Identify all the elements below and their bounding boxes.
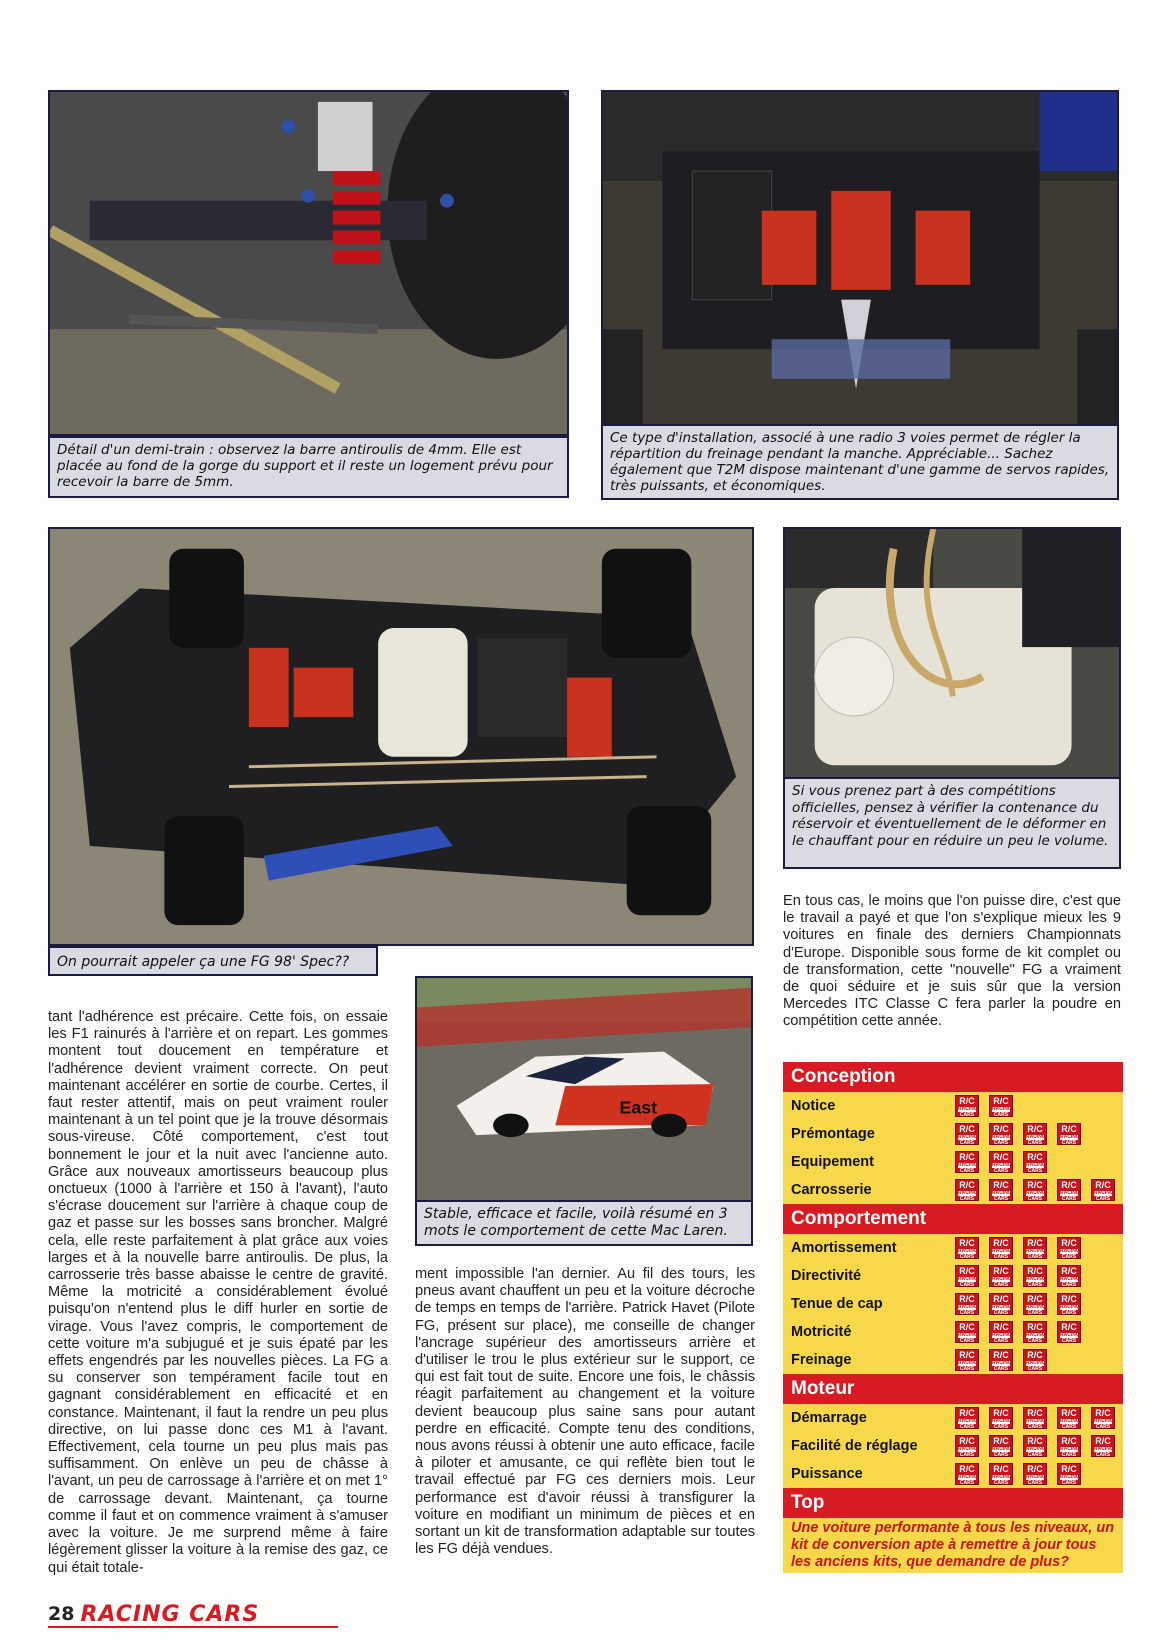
rating-logo-text: R/C (993, 1266, 1009, 1276)
rating-logo-icon (1023, 1123, 1047, 1145)
rating-section-title: Moteur (783, 1374, 1123, 1404)
rating-logo-text: R/C (1027, 1408, 1043, 1418)
rating-logo-icon (1023, 1407, 1047, 1429)
rating-logo-text: R/C (1027, 1464, 1043, 1474)
rating-logo-text: RACING (958, 1106, 978, 1112)
rating-logo-text: CARS (993, 1196, 1009, 1202)
rating-logo-text: RACING (992, 1248, 1012, 1254)
rating-logo-text: CARS (1095, 1452, 1111, 1458)
rating-row (783, 1092, 1123, 1120)
middle-column (415, 1266, 755, 1558)
rating-score (955, 1095, 1023, 1117)
rating-logo-icon (989, 1435, 1013, 1457)
rating-logo-text: CARS (993, 1168, 1009, 1174)
rating-logo-text: R/C (993, 1294, 1009, 1304)
rating-section-title: Comportement (783, 1204, 1123, 1234)
rating-logo-icon (1091, 1435, 1115, 1457)
rating-logo-text: R/C (959, 1152, 975, 1162)
rating-score (955, 1265, 1091, 1287)
rating-logo-text: R/C (1061, 1464, 1077, 1474)
rating-logo-icon (989, 1179, 1013, 1201)
rating-score (955, 1293, 1091, 1315)
rating-label: Carrosserie (791, 1182, 872, 1198)
rating-logo-text: CARS (993, 1338, 1009, 1344)
rating-logo-text: R/C (993, 1464, 1009, 1474)
rating-logo-text: R/C (993, 1124, 1009, 1134)
left-column (48, 1009, 388, 1577)
photo-mclaren-track (415, 976, 753, 1203)
rating-logo-text: R/C (959, 1124, 975, 1134)
rating-logo-text: R/C (993, 1180, 1009, 1190)
rating-logo-icon (989, 1237, 1013, 1259)
rating-label: Prémontage (791, 1126, 875, 1142)
ratings-table (783, 1062, 1123, 1573)
rating-row (783, 1318, 1123, 1346)
rating-logo-text: CARS (1027, 1168, 1043, 1174)
rating-logo-text: R/C (959, 1322, 975, 1332)
rating-logo-text: R/C (1061, 1436, 1077, 1446)
rating-logo-text: R/C (959, 1436, 975, 1446)
rating-logo-text: RACING (958, 1190, 978, 1196)
rating-logo-text: RACING (958, 1418, 978, 1424)
rating-logo-text: RACING (1060, 1332, 1080, 1338)
rating-logo-icon (1057, 1293, 1081, 1315)
magazine-name: RACING CARS (80, 1601, 260, 1627)
rating-logo-text: RACING (958, 1360, 978, 1366)
rating-logo-text: R/C (959, 1096, 975, 1106)
rating-logo-icon (989, 1349, 1013, 1371)
rating-row (783, 1262, 1123, 1290)
rating-row (783, 1460, 1123, 1488)
rating-logo-text: R/C (993, 1238, 1009, 1248)
rating-logo-text: CARS (959, 1310, 975, 1316)
rating-logo-icon (1057, 1123, 1081, 1145)
rating-logo-icon (955, 1095, 979, 1117)
rating-logo-text: RACING (958, 1162, 978, 1168)
rating-logo-icon (955, 1123, 979, 1145)
rating-logo-text: RACING (992, 1360, 1012, 1366)
rating-logo-icon (955, 1151, 979, 1173)
rating-row (783, 1346, 1123, 1374)
rating-logo-text: R/C (1061, 1180, 1077, 1190)
rating-logo-text: RACING (992, 1134, 1012, 1140)
rating-logo-text: RACING (992, 1418, 1012, 1424)
rating-logo-text: RACING (992, 1276, 1012, 1282)
rating-logo-text: RACING (992, 1474, 1012, 1480)
rating-logo-text: R/C (993, 1096, 1009, 1106)
right-column-intro (783, 893, 1121, 1031)
rating-logo-text: CARS (993, 1480, 1009, 1486)
rating-logo-text: CARS (1061, 1254, 1077, 1260)
rating-logo-text: R/C (993, 1408, 1009, 1418)
rating-logo-text: RACING (958, 1446, 978, 1452)
rating-logo-text: RACING (1060, 1418, 1080, 1424)
rating-logo-text: R/C (1061, 1124, 1077, 1134)
rating-logo-text: CARS (1095, 1196, 1111, 1202)
page-number: 28 (48, 1603, 75, 1625)
caption-photo4: Si vous prenez part à des compétitions officielles, pensez à vérifier la contenance du réservoir et éventuellement de le déformer en le chauffant pour en réduire un peu le volume. (783, 777, 1121, 869)
rating-label: Motricité (791, 1324, 852, 1340)
rating-logo-text: RACING (1094, 1446, 1114, 1452)
rating-logo-icon (955, 1293, 979, 1315)
rating-logo-text: CARS (1061, 1338, 1077, 1344)
rating-logo-text: R/C (1061, 1266, 1077, 1276)
rating-logo-text: RACING (992, 1190, 1012, 1196)
rating-logo-text: R/C (1095, 1408, 1111, 1418)
rating-logo-icon (1057, 1435, 1081, 1457)
rating-logo-text: RACING (1026, 1446, 1046, 1452)
rating-label: Puissance (791, 1466, 863, 1482)
rating-logo-text: RACING (958, 1248, 978, 1254)
rating-logo-icon (1023, 1151, 1047, 1173)
rating-logo-icon (1023, 1435, 1047, 1457)
rating-logo-text: R/C (1061, 1408, 1077, 1418)
rating-logo-text: RACING (992, 1332, 1012, 1338)
rating-logo-icon (955, 1435, 979, 1457)
car-livery-text: East (619, 1097, 658, 1118)
rating-logo-text: R/C (1027, 1294, 1043, 1304)
rating-logo-text: CARS (1061, 1424, 1077, 1430)
rating-logo-text: CARS (993, 1424, 1009, 1430)
middle-column-paragraph: ment impossible l'an dernier. Au fil des tours, les pneus avant chauffent un peu et la voiture décroche de temps en temps de l'arrière. Patrick Havet (Pilote FG, présent sur place), me conseille de changer l'ancrage supérieur des amortisseurs arrière et d'utiliser le trou le plus extérieur sur le support, ce qui est fait tout de suite. Encore une fois, le châssis réagit parfaitement au changement et la voiture devient beaucoup plus saine sans pour autant perdre en efficacité. Compte tenu des conditions, nous avons réussi à obtenir une auto efficace, facile à piloter et amusante, ce qui reflète bien tout le travail effectué par FG ces derniers mois. Leur performance est d'avoir réussi à transfigurer la voiture en modifiant un minimum de pièces et en sortant un kit de transformation adaptable sur toutes les FG déjà vendues. (415, 1266, 755, 1558)
rating-logo-text: R/C (1061, 1322, 1077, 1332)
rating-logo-text: CARS (1027, 1424, 1043, 1430)
rating-section-title: Conception (783, 1062, 1123, 1092)
rating-score (955, 1237, 1091, 1259)
rating-top-text: Une voiture performante à tous les niveaux, un kit de conversion apte à remettre à jour tous les anciens kits, que demandre de plus? (791, 1520, 1115, 1570)
rating-logo-icon (989, 1407, 1013, 1429)
rating-logo-text: CARS (1027, 1310, 1043, 1316)
rating-logo-icon (1057, 1237, 1081, 1259)
rating-score (955, 1321, 1091, 1343)
rating-score (955, 1463, 1091, 1485)
rating-logo-text: CARS (959, 1424, 975, 1430)
rating-logo-text: R/C (1027, 1266, 1043, 1276)
rating-score (955, 1407, 1125, 1429)
rating-logo-icon (1057, 1463, 1081, 1485)
rating-logo-text: RACING (1060, 1474, 1080, 1480)
rating-logo-text: R/C (1027, 1322, 1043, 1332)
rating-logo-icon (1057, 1407, 1081, 1429)
rating-logo-text: RACING (1060, 1134, 1080, 1140)
rating-logo-icon (1023, 1179, 1047, 1201)
rating-logo-text: R/C (959, 1408, 975, 1418)
rating-logo-text: RACING (992, 1446, 1012, 1452)
rating-logo-text: CARS (993, 1310, 1009, 1316)
rating-row (783, 1404, 1123, 1432)
rating-logo-icon (1023, 1321, 1047, 1343)
photo-damper-detail (48, 90, 569, 436)
rating-logo-icon (989, 1095, 1013, 1117)
rating-logo-text: RACING (958, 1134, 978, 1140)
rating-label: Notice (791, 1098, 836, 1114)
rating-logo-icon (1057, 1179, 1081, 1201)
rating-logo-text: CARS (1027, 1254, 1043, 1260)
rating-label: Freinage (791, 1352, 852, 1368)
rating-logo-text: CARS (959, 1254, 975, 1260)
rating-logo-text: CARS (1061, 1310, 1077, 1316)
rating-logo-text: R/C (1027, 1152, 1043, 1162)
rating-logo-text: CARS (959, 1338, 975, 1344)
rating-logo-text: CARS (1027, 1338, 1043, 1344)
rating-label: Amortissement (791, 1240, 897, 1256)
rating-logo-text: CARS (1027, 1366, 1043, 1372)
rating-logo-text: CARS (959, 1452, 975, 1458)
rating-logo-text: RACING (1026, 1418, 1046, 1424)
rating-score (955, 1179, 1125, 1201)
rating-row (783, 1432, 1123, 1460)
rating-logo-text: R/C (1061, 1294, 1077, 1304)
rating-logo-text: RACING (1026, 1276, 1046, 1282)
caption-photo3: On pourrait appeler ça une FG 98' Spec?? (48, 946, 378, 976)
left-column-paragraph: tant l'adhérence est précaire. Cette fois, on essaie les F1 rainurés à l'arrière et on repart. Les gommes montent tout doucement en température et l'adhérence devient vraiment correcte. On peut maintenant accélérer en sortie de courbe. Certes, il faut rester attentif, mais on peut vraiment rouler maintenant à un tel point que je la trouve désormais sous-vireuse. Côté comportement, c'est tout bonnement le jour et la nuit avec l'ancienne auto. Grâce aux nouveaux amortisseurs beaucoup plus onctueux (1000 à l'arrière et 150 à l'avant), l'auto s'écrase doucement sur l'arrière à chaque coup de gaz et passe sur les bosses sans broncher. Malgré cela, elle reste parfaitement à plat grâce aux voies larges et à la nouvelle barre antiroulis. De plus, la carrosserie très basse abaisse le centre de gravité. Même la motricité a considérablement évolué puisqu'on n'entend plus le diff hurler en sortie de virage. Vous l'avez compris, le comportement de cette voiture m'a subjugué et je suis épaté par les effets engendrés par les nouvelles pièces. La FG a su conserver son tempérament facile tout en gagnant considérablement en efficacité et en constance. Maintenant, il faut la rendre un peu plus directive, on lui passe donc ces M1 à l'avant. Effectivement, cela tourne un peu plus mais pas suffisamment. On enlève un peu de châsse à l'avant, un peu de carrossage à l'arrière et on met 1° de carrossage devant. Maintenant, ça tourne comme il faut et on commence vraiment à s'amuser avec la voiture. Je me surprend même à faire légèrement glisser la voiture à la remise des gaz, ce qui était totale- (48, 1009, 388, 1576)
rating-logo-text: CARS (959, 1112, 975, 1118)
rating-logo-text: CARS (993, 1452, 1009, 1458)
rating-logo-text: R/C (993, 1322, 1009, 1332)
rating-logo-text: CARS (993, 1112, 1009, 1118)
rating-label: Directivité (791, 1268, 862, 1284)
rating-logo-text: RACING (1060, 1190, 1080, 1196)
rating-logo-text: RACING (1060, 1446, 1080, 1452)
rating-logo-icon (955, 1321, 979, 1343)
rating-logo-icon (1057, 1265, 1081, 1287)
rating-logo-text: R/C (1061, 1238, 1077, 1248)
rating-logo-text: R/C (959, 1294, 975, 1304)
rating-logo-icon (989, 1321, 1013, 1343)
rating-logo-text: RACING (1060, 1276, 1080, 1282)
rating-logo-text: CARS (1027, 1452, 1043, 1458)
rating-logo-text: R/C (993, 1350, 1009, 1360)
footer-rule (48, 1626, 338, 1628)
caption-photo1: Détail d'un demi-train : observez la barre antiroulis de 4mm. Elle est placée au fond de la gorge du support et il reste un logement prévu pour recevoir la barre de 5mm. (48, 436, 569, 498)
photo-radio-install (601, 90, 1119, 453)
rating-logo-text: R/C (1027, 1350, 1043, 1360)
rating-logo-text: CARS (993, 1140, 1009, 1146)
rating-label: Equipement (791, 1154, 874, 1170)
rating-logo-text: R/C (959, 1266, 975, 1276)
rating-logo-text: R/C (993, 1152, 1009, 1162)
rating-label: Facilité de réglage (791, 1438, 918, 1454)
rating-logo-icon (1023, 1293, 1047, 1315)
rating-logo-text: CARS (1027, 1196, 1043, 1202)
rating-label: Démarrage (791, 1410, 867, 1426)
rating-logo-icon (1091, 1407, 1115, 1429)
rating-logo-text: R/C (1027, 1238, 1043, 1248)
photo-fuel-tank (783, 527, 1121, 780)
rating-logo-text: RACING (1026, 1360, 1046, 1366)
rating-label: Tenue de cap (791, 1296, 883, 1312)
photo-chassis-top (48, 527, 754, 946)
rating-logo-text: CARS (959, 1140, 975, 1146)
rating-score (955, 1349, 1057, 1371)
rating-logo-text: RACING (1026, 1474, 1046, 1480)
rating-logo-text: CARS (959, 1196, 975, 1202)
rating-logo-icon (1057, 1321, 1081, 1343)
rating-row (783, 1234, 1123, 1262)
rating-logo-text: CARS (1027, 1282, 1043, 1288)
rating-score (955, 1151, 1057, 1173)
rating-logo-icon (955, 1349, 979, 1371)
rating-logo-text: R/C (1027, 1124, 1043, 1134)
caption-photo2: Ce type d'installation, associé à une radio 3 voies permet de régler la répartition du freinage pendant la manche. Appréciable... Sachez également que T2M dispose maintenant d'une gamme de servos rapides, très puissants, et économiques. (601, 424, 1119, 500)
rating-logo-text: RACING (1026, 1304, 1046, 1310)
rating-row (783, 1148, 1123, 1176)
rating-top-title: Top (783, 1488, 1123, 1518)
rating-score (955, 1123, 1091, 1145)
rating-logo-text: RACING (992, 1162, 1012, 1168)
rating-logo-text: RACING (1094, 1418, 1114, 1424)
rating-logo-text: CARS (993, 1254, 1009, 1260)
rating-logo-icon (989, 1151, 1013, 1173)
page-footer (48, 1602, 259, 1626)
rating-logo-icon (1023, 1349, 1047, 1371)
rating-logo-text: CARS (1061, 1480, 1077, 1486)
rating-logo-text: RACING (1060, 1304, 1080, 1310)
rating-logo-icon (989, 1123, 1013, 1145)
rating-logo-text: CARS (1061, 1452, 1077, 1458)
rating-logo-icon (1091, 1179, 1115, 1201)
rating-logo-text: R/C (993, 1436, 1009, 1446)
rating-score (955, 1435, 1125, 1457)
rating-logo-text: RACING (958, 1332, 978, 1338)
rating-logo-text: R/C (959, 1180, 975, 1190)
rating-logo-text: CARS (1027, 1140, 1043, 1146)
rating-logo-icon (1023, 1237, 1047, 1259)
rating-logo-icon (989, 1293, 1013, 1315)
rating-logo-text: RACING (992, 1304, 1012, 1310)
rating-logo-text: RACING (958, 1474, 978, 1480)
rating-logo-icon (955, 1265, 979, 1287)
rating-logo-icon (955, 1237, 979, 1259)
rating-logo-text: R/C (1027, 1180, 1043, 1190)
caption-photo5: Stable, efficace et facile, voilà résumé en 3 mots le comportement de cette Mac Laren. (415, 1200, 753, 1246)
rating-logo-text: CARS (959, 1168, 975, 1174)
rating-logo-text: RACING (1026, 1248, 1046, 1254)
rating-logo-text: RACING (958, 1276, 978, 1282)
rating-logo-text: R/C (959, 1464, 975, 1474)
rating-logo-text: RACING (1060, 1248, 1080, 1254)
rating-logo-text: RACING (1026, 1332, 1046, 1338)
rating-row (783, 1176, 1123, 1204)
rating-logo-text: CARS (1061, 1282, 1077, 1288)
rating-logo-text: RACING (1026, 1190, 1046, 1196)
rating-logo-icon (1023, 1463, 1047, 1485)
rating-logo-text: R/C (959, 1350, 975, 1360)
rating-row (783, 1120, 1123, 1148)
rating-logo-text: RACING (992, 1106, 1012, 1112)
rating-logo-text: RACING (958, 1304, 978, 1310)
rating-logo-text: CARS (1061, 1140, 1077, 1146)
rating-logo-text: CARS (993, 1282, 1009, 1288)
rating-logo-icon (955, 1407, 979, 1429)
rating-logo-text: CARS (959, 1480, 975, 1486)
rating-logo-text: CARS (959, 1366, 975, 1372)
rating-logo-icon (955, 1463, 979, 1485)
rating-logo-text: CARS (1061, 1196, 1077, 1202)
rating-logo-icon (989, 1463, 1013, 1485)
right-column-paragraph: En tous cas, le moins que l'on puisse dire, c'est que le travail a payé et que l'on s'explique mieux les 9 voitures en finale des derniers Championnats d'Europe. Disponible sous forme de kit complet ou de transformation, cette "nouvelle" FG a vraiment de quoi séduire et je suis sûr que la version Mercedes ITC Classe C fera parler la poudre en compétition cette année. (783, 893, 1121, 1030)
rating-logo-text: CARS (993, 1366, 1009, 1372)
rating-logo-icon (1023, 1265, 1047, 1287)
rating-logo-text: R/C (1027, 1436, 1043, 1446)
rating-logo-text: RACING (1026, 1162, 1046, 1168)
rating-logo-text: CARS (959, 1282, 975, 1288)
rating-logo-text: R/C (959, 1238, 975, 1248)
rating-logo-text: R/C (1095, 1436, 1111, 1446)
rating-logo-text: R/C (1095, 1180, 1111, 1190)
rating-row (783, 1290, 1123, 1318)
rating-logo-icon (955, 1179, 979, 1201)
rating-logo-text: RACING (1026, 1134, 1046, 1140)
rating-logo-text: CARS (1095, 1424, 1111, 1430)
rating-logo-icon (989, 1265, 1013, 1287)
rating-logo-text: RACING (1094, 1190, 1114, 1196)
rating-logo-text: CARS (1027, 1480, 1043, 1486)
